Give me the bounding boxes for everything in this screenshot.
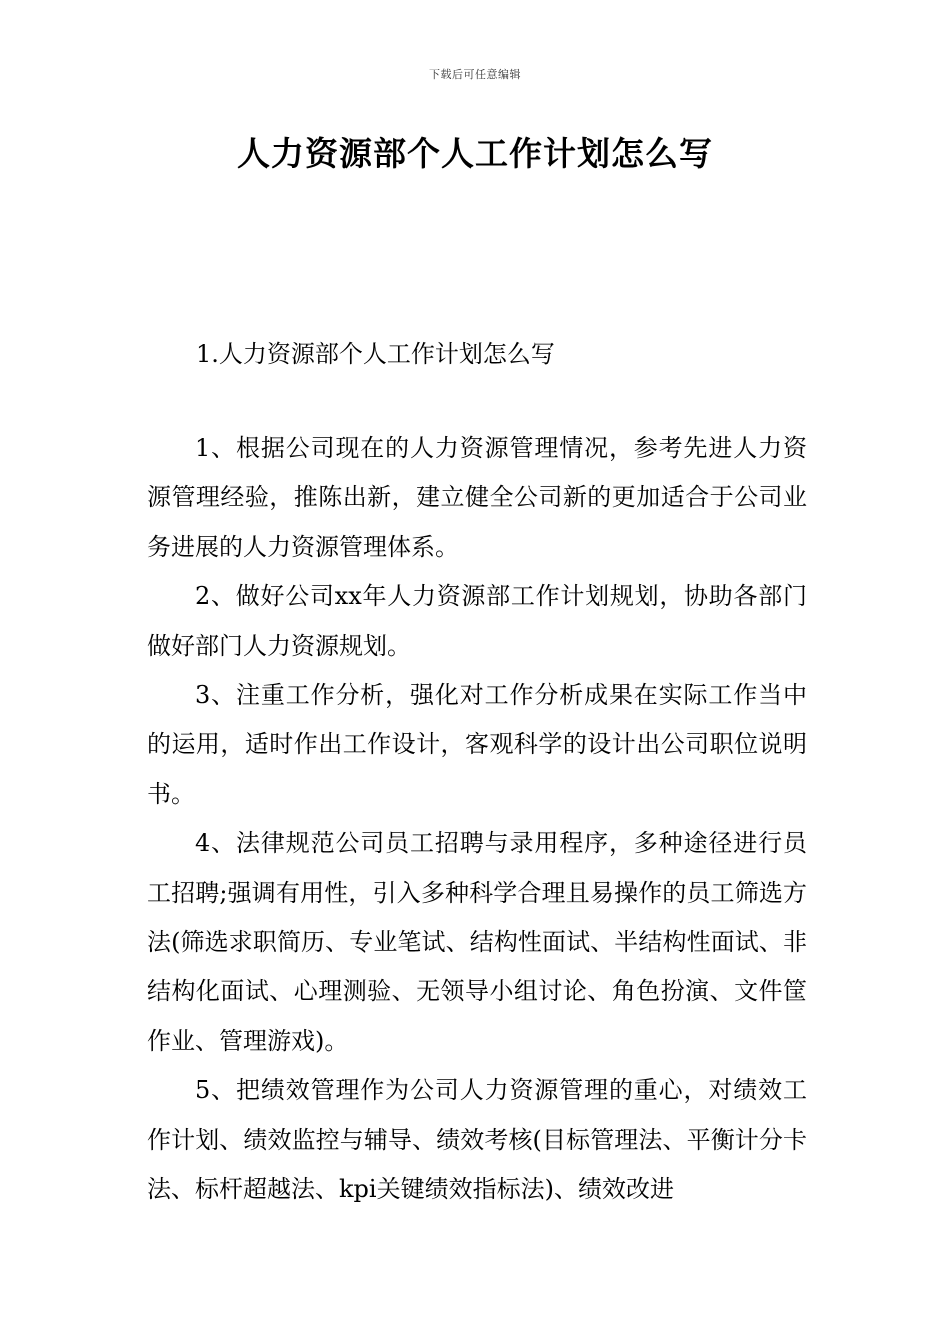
paragraph-2: 2、做好公司xx年人力资源部工作计划规划，协助各部门做好部门人力资源规划。	[147, 582, 807, 660]
header-note: 下载后可任意编辑	[429, 68, 521, 81]
section-heading: 1.人力资源部个人工作计划怎么写	[196, 340, 555, 368]
paragraph-1: 1、根据公司现在的人力资源管理情况，参考先进人力资源管理经验，推陈出新，建立健全公司新的更加适合于公司业务进展的人力资源管理体系。	[147, 434, 807, 561]
document-body	[147, 424, 807, 1215]
paragraph-3: 3、注重工作分析，强化对工作分析成果在实际工作当中的运用，适时作出工作设计，客观科学的设计出公司职位说明书。	[147, 681, 807, 808]
document-title: 人力资源部个人工作计划怎么写	[237, 134, 713, 173]
paragraph-4: 4、法律规范公司员工招聘与录用程序，多种途径进行员工招聘;强调有用性，引入多种科学合理且易操作的员工筛选方法(筛选求职简历、专业笔试、结构性面试、半结构性面试、非结构化面试、心理测验、无领导小组讨论、角色扮演、文件筐作业、管理游戏)。	[147, 829, 807, 1055]
paragraph-5: 5、把绩效管理作为公司人力资源管理的重心，对绩效工作计划、绩效监控与辅导、绩效考核(目标管理法、平衡计分卡法、标杆超越法、kpi关键绩效指标法)、绩效改进	[147, 1076, 807, 1204]
